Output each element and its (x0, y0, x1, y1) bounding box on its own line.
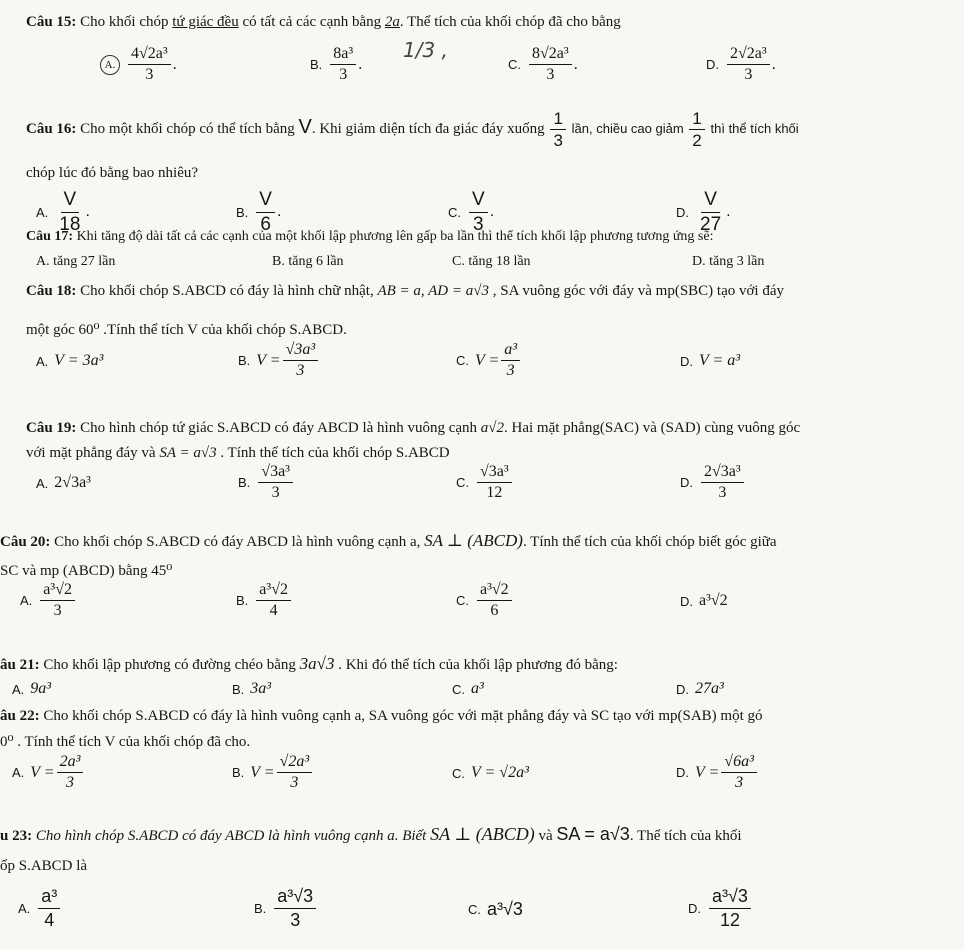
fraction (709, 885, 751, 931)
numerator: V (61, 188, 80, 213)
option-value: 9a³ (30, 680, 52, 697)
fraction (40, 580, 75, 621)
math-value: SA ⊥ (ABCD) (424, 531, 523, 550)
option-value: V = (695, 763, 720, 781)
option-label: A. (12, 765, 25, 780)
option-label: D. (688, 900, 701, 916)
question-text: . Thể tích của khối chóp đã cho bằng (399, 14, 621, 30)
option-b[interactable] (236, 580, 293, 621)
numerator: a³ (38, 885, 60, 909)
fraction (721, 752, 757, 793)
option-a[interactable] (36, 474, 91, 492)
option-label: D. (706, 57, 719, 72)
numerator: 2√2a³ (727, 44, 770, 65)
denominator: 12 (719, 909, 740, 930)
question-15 (26, 14, 964, 31)
option-value: 2√3a³ (54, 474, 91, 491)
denominator: 3 (290, 909, 301, 930)
option-d[interactable] (676, 680, 724, 698)
option-d[interactable] (676, 752, 759, 793)
denominator: 4 (44, 909, 55, 930)
math-value: SA ⊥ (ABCD) (430, 824, 535, 844)
question-text: có tất cả các cạnh bằng (238, 14, 385, 30)
options-21 (0, 680, 964, 706)
option-label: D. (680, 475, 693, 490)
question-label: âu 21: (0, 657, 40, 673)
question-text: Khi tăng độ dài tất cả các cạnh của một khối lập phương lên gấp ba lần thì thể tích khối lập phương tương ứng sẽ: (76, 229, 714, 244)
numerator: a³√3 (709, 885, 751, 909)
numerator: V (469, 188, 488, 213)
question-text: . Thể tích của khối (629, 828, 742, 844)
denominator: 3 (553, 131, 563, 151)
numerator: √6a³ (721, 752, 757, 773)
punct: . (771, 55, 776, 73)
question-label: Câu 17: (26, 229, 74, 244)
denominator: 6 (490, 602, 499, 619)
numerator: a³√3 (274, 885, 316, 909)
question-label: Câu 16: (26, 121, 77, 138)
option-label: B. (232, 681, 245, 697)
math-value: V (298, 116, 312, 139)
option-label: A. (100, 55, 120, 75)
options-17 (0, 254, 964, 274)
options-18 (0, 340, 964, 400)
option-label: A. (36, 475, 49, 491)
option-label: C. (508, 57, 521, 72)
option-label: C. (448, 204, 461, 220)
question-19 (26, 420, 964, 437)
denominator: 3 (506, 362, 515, 379)
fraction (477, 580, 512, 621)
question-text: . Tính thể tích của khối chóp S.ABCD (216, 445, 450, 461)
fraction (283, 340, 319, 381)
option-label: B. (254, 900, 267, 916)
numerator: 8a³ (330, 44, 356, 65)
numerator: 2a³ (57, 752, 84, 773)
question-label: Câu 20: (0, 534, 51, 550)
question-23 (0, 824, 964, 845)
option-c[interactable]: C. tăng 18 lần (452, 254, 531, 269)
numerator: 1 (689, 108, 704, 130)
question-text: Cho khối chóp (80, 14, 173, 30)
question-label: u 23: (0, 828, 33, 844)
option-a[interactable] (12, 752, 85, 793)
fraction (477, 462, 512, 503)
option-label: C. (456, 353, 469, 368)
question-text: . Khi giảm diện tích đa giác đáy xuống (311, 121, 549, 138)
option-value: V = a³ (699, 352, 741, 369)
denominator: 3 (145, 66, 154, 83)
question-16-line2: chóp lúc đó bằng bao nhiêu? (26, 165, 199, 181)
question-17 (26, 229, 964, 245)
option-label: A. (36, 353, 49, 369)
option-c[interactable] (456, 340, 522, 381)
option-b[interactable]: B. tăng 6 lần (272, 254, 344, 269)
option-label: D. (680, 353, 693, 369)
fraction (128, 44, 171, 85)
fraction (256, 580, 291, 621)
fraction (38, 885, 60, 931)
numerator: √2a³ (277, 752, 313, 773)
option-b[interactable] (232, 752, 314, 793)
math-value: 45⁰ (151, 563, 173, 579)
option-label: B. (236, 204, 249, 220)
option-a[interactable] (100, 44, 177, 85)
question-text: Cho một khối chóp có thể tích bằng (80, 121, 299, 138)
question-text: Cho khối chóp S.ABCD có đáy là hình vuông cạnh a, SA vuông góc với mặt phẳng đáy và SC tạo với mp(SAB) một gó (43, 708, 763, 724)
option-value: V = (30, 763, 55, 781)
math-value: 0⁰ (0, 734, 14, 750)
numerator: 1 (550, 108, 565, 130)
math-value: 60⁰ (78, 322, 100, 338)
option-label: B. (232, 765, 245, 780)
option-label: C. (468, 902, 481, 917)
option-b[interactable] (254, 885, 318, 931)
fraction (727, 44, 770, 85)
math-value: SA = a√3 (159, 445, 217, 461)
denominator: 2 (692, 131, 702, 151)
denominator: 3 (271, 484, 280, 501)
fraction (701, 462, 744, 503)
numerator: V (256, 188, 275, 213)
math-value: AB = a, AD = a√3 (377, 283, 489, 299)
fraction (550, 108, 565, 152)
options-22 (0, 752, 964, 812)
question-text: Cho khối chóp S.ABCD có đáy là hình chữ nhật, (80, 283, 378, 299)
option-b[interactable] (238, 340, 320, 381)
fraction (277, 752, 313, 793)
option-label: C. (452, 681, 465, 697)
question-19-line2 (26, 445, 964, 462)
question-20 (0, 531, 964, 551)
punct: . (358, 55, 363, 73)
option-d[interactable] (680, 592, 728, 610)
question-label: Câu 19: (26, 420, 77, 436)
option-label: C. (452, 765, 465, 781)
question-text: với mặt phẳng đáy và (26, 445, 160, 461)
option-d[interactable]: D. tăng 3 lần (692, 254, 765, 269)
fraction (258, 462, 293, 503)
fraction (689, 108, 704, 152)
numerator: a³√2 (256, 580, 291, 601)
denominator: 3 (735, 774, 744, 791)
fraction (330, 44, 356, 85)
option-label: A. (20, 593, 33, 608)
question-text: Cho hình chóp tứ giác S.ABCD có đáy ABCD là hình vuông cạnh (80, 420, 481, 436)
question-22 (0, 708, 964, 725)
option-d[interactable] (706, 44, 776, 85)
fraction (274, 885, 316, 931)
question-text: Cho khối chóp S.ABCD có đáy ABCD là hình vuông cạnh a, (54, 534, 425, 550)
options-19 (0, 462, 964, 522)
question-text: một góc (26, 322, 79, 338)
option-label: C. (456, 593, 469, 608)
question-text: . Tính thể tích V của khối chóp đã cho. (13, 734, 251, 750)
fraction (501, 340, 520, 381)
numerator: 2√3a³ (701, 462, 744, 483)
punct: . (573, 55, 578, 73)
numerator: V (701, 188, 720, 213)
denominator: 27 (700, 213, 722, 235)
math-value: SA = a√3 (556, 824, 630, 844)
option-a[interactable] (18, 885, 62, 931)
question-21 (0, 654, 964, 674)
question-label: Câu 18: (26, 283, 77, 299)
option-value: V = (475, 351, 500, 369)
option-label: D. (676, 681, 689, 697)
numerator: a³√2 (40, 580, 75, 601)
option-label: D. (676, 204, 689, 220)
option-value: a³√2 (699, 592, 728, 609)
denominator: 3 (339, 66, 348, 83)
option-d[interactable] (680, 352, 740, 370)
question-text: , SA vuông góc với đáy và mp(SBC) tạo với đáy (488, 283, 784, 299)
option-label: A. (12, 681, 25, 697)
question-18-line2 (26, 320, 964, 339)
question-text: . Tính thể tích của khối chóp biết góc giữa (522, 534, 777, 550)
question-text: .Tính thể tích V của khối chóp S.ABCD. (99, 322, 347, 338)
question-text: thì thể tích khối (710, 121, 799, 137)
denominator: 3 (473, 213, 484, 235)
option-label: B. (238, 353, 251, 368)
option-value: a³ (471, 680, 484, 697)
handwritten-note: 1/3 , (403, 38, 448, 62)
option-c[interactable] (456, 462, 514, 503)
punct: . (85, 203, 90, 221)
option-a[interactable]: A. tăng 27 lần (36, 254, 116, 269)
option-a[interactable] (36, 352, 103, 370)
denominator: 6 (260, 213, 271, 235)
question-label: âu 22: (0, 708, 40, 724)
option-value: V = √2a³ (471, 764, 529, 781)
option-label: B. (238, 475, 251, 490)
option-c[interactable] (452, 680, 484, 698)
option-value: V = (256, 351, 281, 369)
question-18 (26, 283, 964, 300)
option-label: A. (36, 204, 49, 220)
question-text: Cho khối lập phương có đường chéo bằng (43, 657, 300, 673)
option-label: D. (680, 593, 693, 609)
numerator: 8√2a³ (529, 44, 572, 65)
denominator: 3 (65, 774, 74, 791)
option-value: 3a³ (250, 680, 272, 697)
question-22-line2 (0, 732, 964, 751)
question-16 (26, 108, 964, 152)
option-a[interactable] (20, 580, 77, 621)
numerator: 4√2a³ (128, 44, 171, 65)
denominator: 3 (296, 362, 305, 379)
option-c[interactable] (456, 580, 514, 621)
option-label: B. (310, 57, 323, 72)
question-text: Cho hình chóp S.ABCD có đáy ABCD là hình vuông cạnh a. Biết (35, 828, 431, 844)
option-label: A. (18, 900, 31, 916)
question-text: tứ giác đều (172, 14, 239, 30)
denominator: 3 (290, 774, 299, 791)
math-value: 3a√3 (299, 654, 335, 673)
option-c[interactable] (452, 764, 529, 782)
punct: . (172, 55, 177, 73)
denominator: 3 (744, 66, 753, 83)
options-23 (0, 885, 964, 945)
question-20-line2 (0, 561, 964, 580)
option-d[interactable] (688, 885, 753, 931)
option-b[interactable] (232, 680, 271, 698)
option-label: D. (676, 765, 689, 780)
option-value: V = 3a³ (54, 352, 104, 369)
denominator: 12 (486, 484, 503, 501)
denominator: 3 (53, 602, 62, 619)
option-label: C. (456, 475, 469, 490)
option-value: V = (250, 763, 275, 781)
question-text: SC và mp (ABCD) bằng (0, 563, 152, 579)
numerator: √3a³ (477, 462, 512, 483)
punct: . (276, 203, 282, 221)
numerator: a³ (501, 340, 520, 361)
question-23-line2: ốp S.ABCD là (0, 858, 88, 874)
denominator: 3 (718, 484, 727, 501)
option-value: 27a³ (695, 680, 724, 697)
question-label: Câu 15: (26, 14, 77, 30)
math-value: 2a (384, 14, 400, 30)
option-value: a³√3 (487, 899, 523, 919)
option-label: B. (236, 593, 249, 608)
question-text: và (534, 828, 557, 844)
options-15 (0, 44, 964, 104)
numerator: √3a³ (283, 340, 319, 361)
option-d[interactable] (680, 462, 746, 503)
numerator: a³√2 (477, 580, 512, 601)
question-text: . Khi đó thể tích của khối lập phương đó bằng: (334, 657, 618, 673)
fraction (529, 44, 572, 85)
option-b[interactable] (238, 462, 295, 503)
option-b[interactable] (310, 44, 362, 85)
denominator: 18 (59, 213, 81, 235)
denominator: 3 (546, 66, 555, 83)
options-20 (0, 580, 964, 640)
question-text: . Hai mặt phẳng(SAC) và (SAD) cùng vuông góc (504, 420, 801, 436)
denominator: 4 (269, 602, 278, 619)
option-c[interactable] (508, 44, 578, 85)
option-a[interactable] (12, 680, 51, 698)
question-text: lần, chiều cao giảm (571, 121, 688, 137)
punct: . (489, 203, 495, 221)
option-c[interactable] (468, 899, 523, 920)
numerator: √3a³ (258, 462, 293, 483)
fraction (57, 752, 84, 793)
punct: . (726, 203, 731, 221)
math-value: a√2 (480, 420, 505, 436)
